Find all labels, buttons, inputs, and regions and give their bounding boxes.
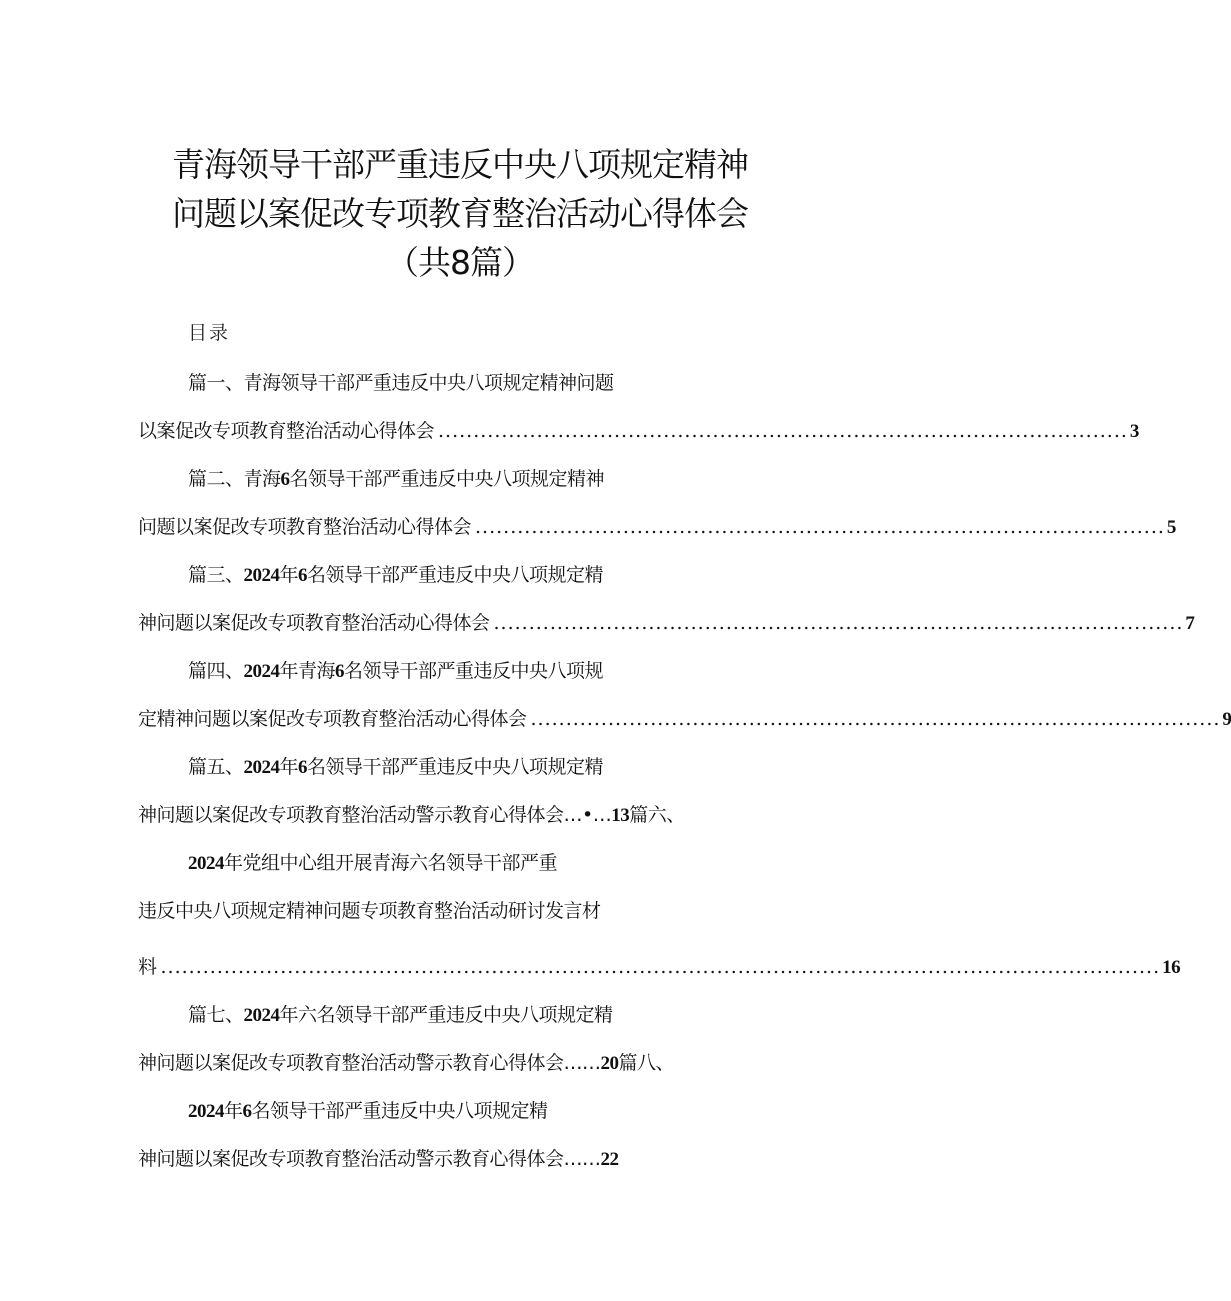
toc-heading: 目录 — [188, 322, 231, 344]
toc-leader-dots: .............................................................................................................................................. — [160, 956, 1161, 978]
toc-entry-7-page: 20 — [600, 1053, 619, 1074]
toc-entry-8-page: 22 — [600, 1149, 619, 1170]
document-title-line-2: 问题以案促改专项教育整治活动心得体会 — [172, 194, 748, 233]
toc-entry-4[interactable] — [138, 704, 1231, 730]
toc-entry-5-page: 13 — [611, 805, 630, 826]
toc-entry-8[interactable] — [138, 1144, 619, 1171]
toc-entry-5-line-1: 篇五、2024年6名领导干部严重违反中央八项规定精 — [188, 756, 604, 778]
toc-entry-6[interactable] — [138, 952, 1181, 978]
toc-leader-dots: …… — [563, 1052, 601, 1074]
toc-entry-6-line-1: 2024年党组中心组开展青海六名领导干部严重 — [188, 852, 558, 874]
toc-entry-6-page: 16 — [1162, 957, 1181, 978]
document-title-line-1: 青海领导干部严重违反中央八项规定精神 — [172, 145, 748, 184]
toc-entry-1-line-2: 以案促改专项教育整治活动心得体会 — [138, 420, 435, 442]
toc-entry-8-line-1: 2024年6名领导干部严重违反中央八项规定精 — [188, 1100, 548, 1122]
toc-leader-dots: .................................................................................................. — [475, 516, 1165, 538]
toc-entry-8-line-2: 神问题以案促改专项教育整治活动警示教育心得体会 — [138, 1148, 564, 1170]
toc-entry-6-prefix: 篇六、 — [629, 804, 685, 826]
toc-entry-2-line-1: 篇二、青海6名领导干部严重违反中央八项规定精神 — [188, 468, 605, 490]
toc-entry-3-line-2: 神问题以案促改专项教育整治活动心得体会 — [138, 612, 490, 634]
toc-leader-dots: .................................................................................................. — [530, 708, 1221, 730]
toc-leader-dots: …•… — [563, 804, 612, 826]
toc-entry-5-line-2: 神问题以案促改专项教育整治活动警示教育心得体会 — [138, 804, 564, 826]
toc-leader-dots: .................................................................................................. — [493, 612, 1184, 634]
toc-entry-7-line-1: 篇七、2024年六名领导干部严重违反中央八项规定精 — [188, 1004, 613, 1026]
toc-entry-4-line-1: 篇四、2024年青海6名领导干部严重违反中央八项规 — [188, 660, 604, 682]
toc-entry-6-line-2: 违反中央八项规定精神问题专项教育整治活动研讨发言材 — [138, 900, 601, 922]
toc-entry-3[interactable] — [138, 608, 1195, 634]
toc-leader-dots: .................................................................................................. — [438, 420, 1128, 442]
toc-entry-1-line-1: 篇一、青海领导干部严重违反中央八项规定精神问题 — [188, 372, 614, 394]
toc-entry-4-page: 9 — [1222, 709, 1231, 730]
toc-entry-3-line-1: 篇三、2024年6名领导干部严重违反中央八项规定精 — [188, 564, 604, 586]
toc-leader-dots: …… — [563, 1148, 601, 1170]
toc-entry-7[interactable] — [138, 1048, 674, 1075]
toc-entry-2[interactable] — [138, 512, 1176, 538]
document-title-line-3: （共8篇） — [386, 243, 534, 282]
toc-entry-1[interactable] — [138, 416, 1139, 442]
toc-entry-4-line-2: 定精神问题以案促改专项教育整治活动心得体会 — [138, 708, 527, 730]
toc-entry-6-line-3: 料 — [138, 956, 157, 978]
toc-entry-5[interactable] — [138, 800, 685, 827]
toc-entry-7-line-2: 神问题以案促改专项教育整治活动警示教育心得体会 — [138, 1052, 564, 1074]
toc-entry-2-page: 5 — [1166, 517, 1176, 538]
toc-entry-1-page: 3 — [1129, 421, 1139, 442]
toc-entry-2-line-2: 问题以案促改专项教育整治活动心得体会 — [138, 516, 472, 538]
toc-entry-3-page: 7 — [1185, 613, 1195, 634]
toc-entry-8-prefix: 篇八、 — [618, 1052, 675, 1074]
